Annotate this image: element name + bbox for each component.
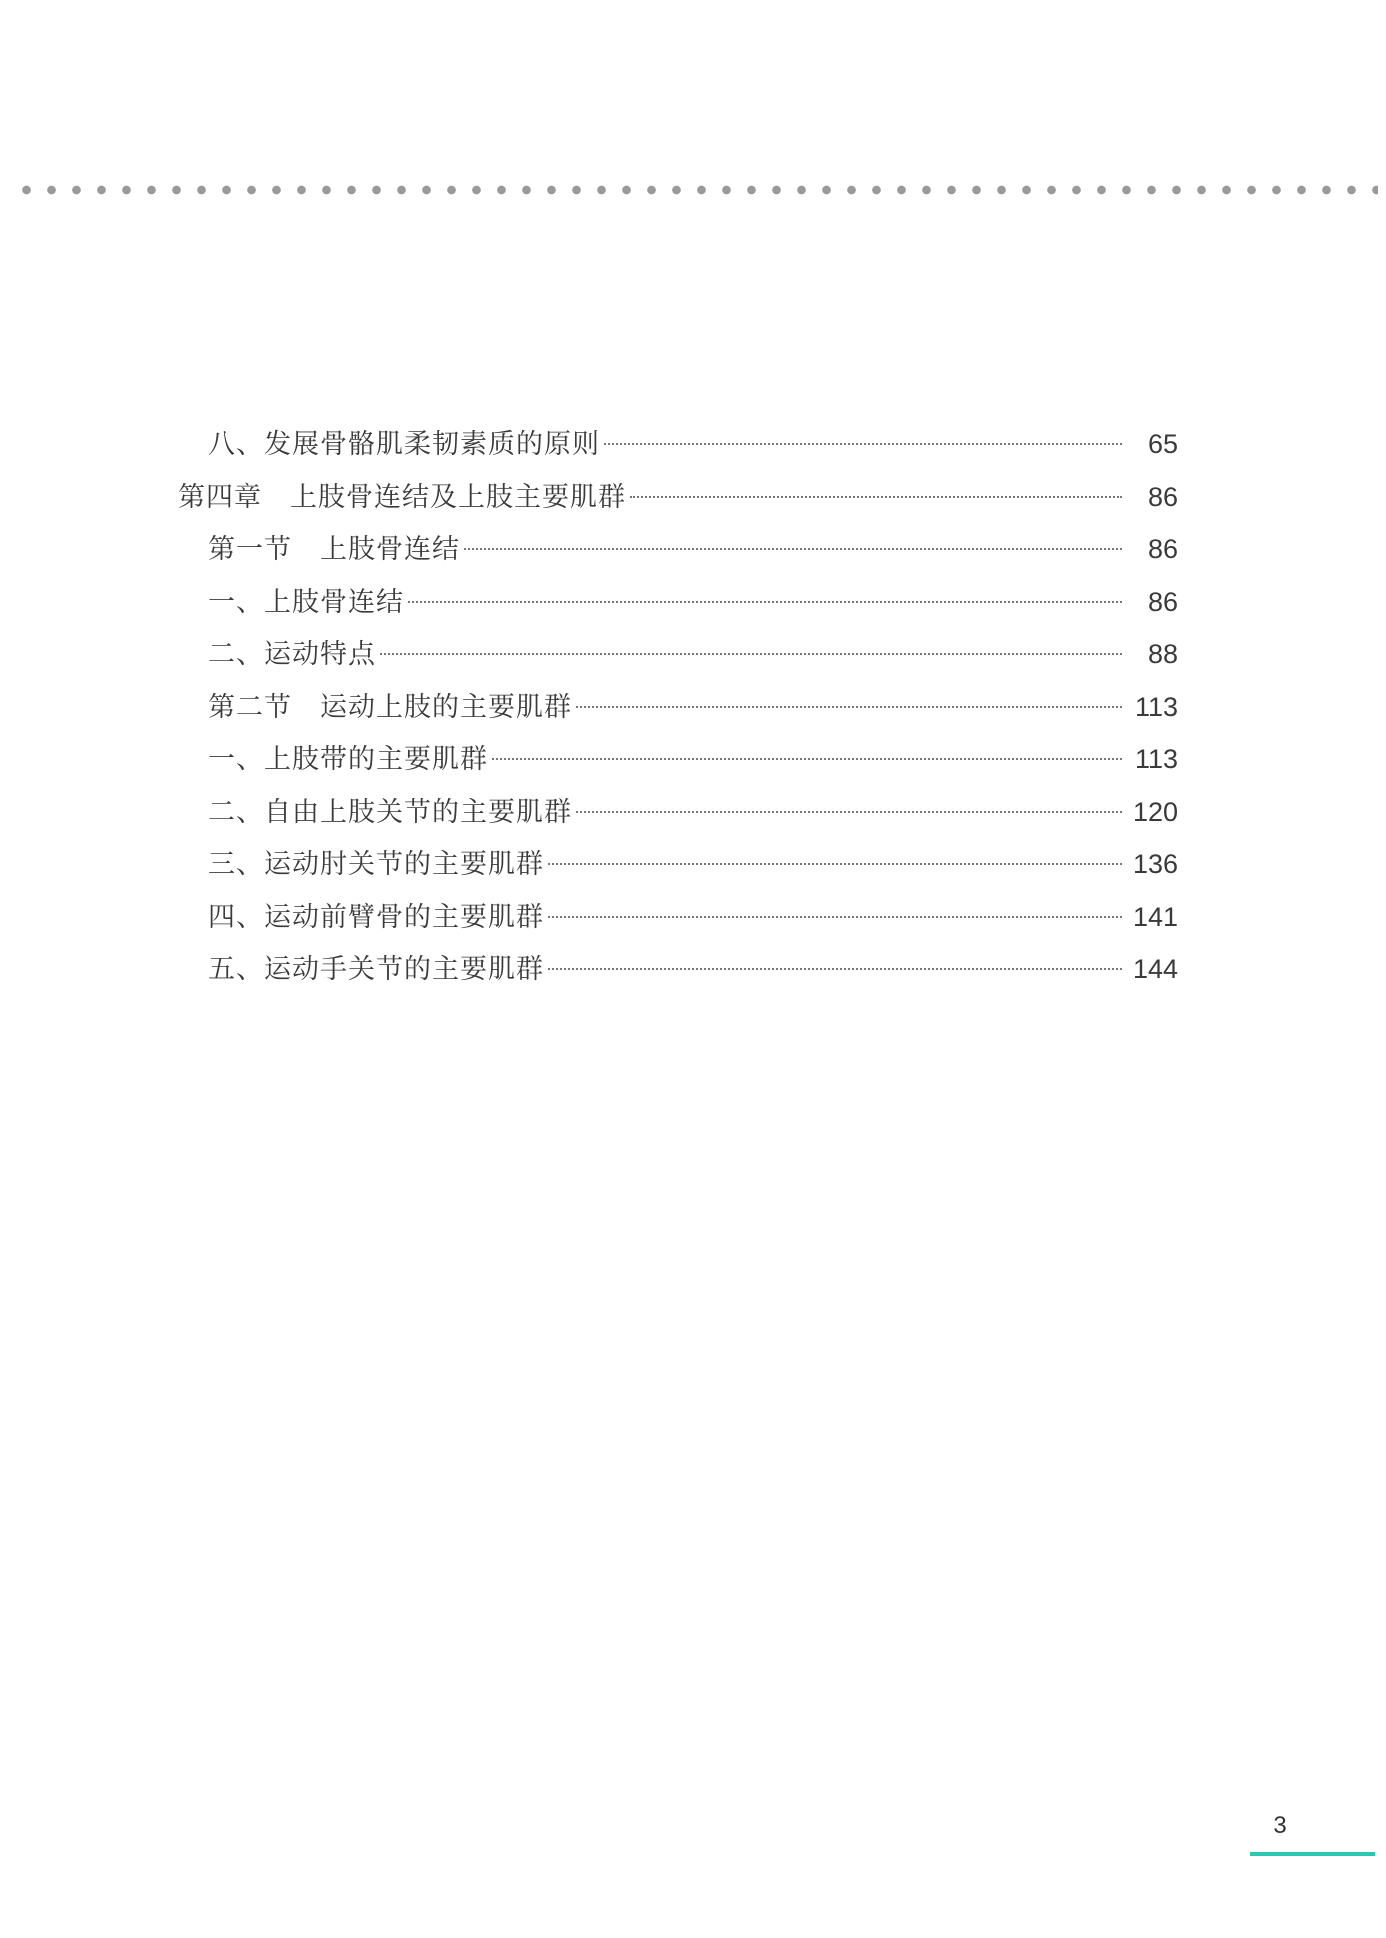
toc-entry-page: 141	[1132, 901, 1178, 932]
toc-entry[interactable]	[178, 628, 1178, 681]
toc-entry-title: 八、发展骨骼肌柔韧素质的原则	[208, 429, 600, 460]
toc-chapter-entry[interactable]	[178, 471, 1178, 524]
toc-entry[interactable]	[178, 838, 1178, 891]
toc-leader-dots	[548, 916, 1122, 918]
toc-entry[interactable]	[178, 891, 1178, 944]
toc-leader-dots	[630, 496, 1122, 498]
toc-leader-dots	[576, 811, 1122, 813]
toc-entry-page: 144	[1132, 954, 1178, 984]
toc-entry-title: 一、上肢骨连结	[208, 586, 404, 618]
toc-entry-title: 第四章 上肢骨连结及上肢主要肌群	[178, 481, 626, 513]
toc-leader-dots	[380, 653, 1122, 655]
page-number: 3	[1273, 1812, 1287, 1839]
toc-entry-page: 136	[1132, 849, 1178, 879]
toc-entry-page: 86	[1147, 481, 1178, 512]
toc-entry-page: 113	[1134, 691, 1178, 722]
toc-entry[interactable]	[178, 943, 1178, 996]
toc-entry-page: 88	[1147, 639, 1178, 669]
toc-entry[interactable]	[178, 523, 1178, 576]
toc-entry-title: 第二节 运动上肢的主要肌群	[208, 691, 572, 723]
dotted-divider	[14, 184, 1378, 196]
toc-entry-title: 三、运动肘关节的主要肌群	[208, 849, 544, 880]
toc-leader-dots	[464, 548, 1122, 550]
toc-leader-dots	[408, 601, 1122, 603]
toc-leader-dots	[492, 758, 1122, 760]
page-number-accent-bar	[1250, 1852, 1375, 1856]
toc-entry[interactable]	[178, 733, 1178, 786]
toc-entry[interactable]	[178, 418, 1178, 471]
toc-entry[interactable]	[178, 576, 1178, 629]
toc-entry-title: 二、自由上肢关节的主要肌群	[208, 796, 572, 828]
toc-entry-title: 第一节 上肢骨连结	[208, 534, 460, 565]
toc-leader-dots	[604, 443, 1122, 445]
toc-leader-dots	[576, 706, 1122, 708]
table-of-contents	[178, 418, 1178, 996]
toc-entry-page: 65	[1147, 429, 1178, 459]
toc-entry-title: 一、上肢带的主要肌群	[208, 744, 488, 775]
toc-leader-dots	[548, 968, 1122, 970]
toc-entry[interactable]	[178, 681, 1178, 734]
toc-entry-title: 四、运动前臂骨的主要肌群	[208, 901, 544, 933]
toc-entry-page: 86	[1147, 534, 1178, 564]
toc-entry-title: 二、运动特点	[208, 639, 376, 670]
toc-entry[interactable]	[178, 786, 1178, 839]
toc-entry-title: 五、运动手关节的主要肌群	[208, 954, 544, 985]
toc-entry-page: 86	[1147, 586, 1178, 617]
toc-leader-dots	[548, 863, 1122, 865]
toc-entry-page: 113	[1134, 744, 1178, 774]
toc-entry-page: 120	[1132, 796, 1178, 827]
